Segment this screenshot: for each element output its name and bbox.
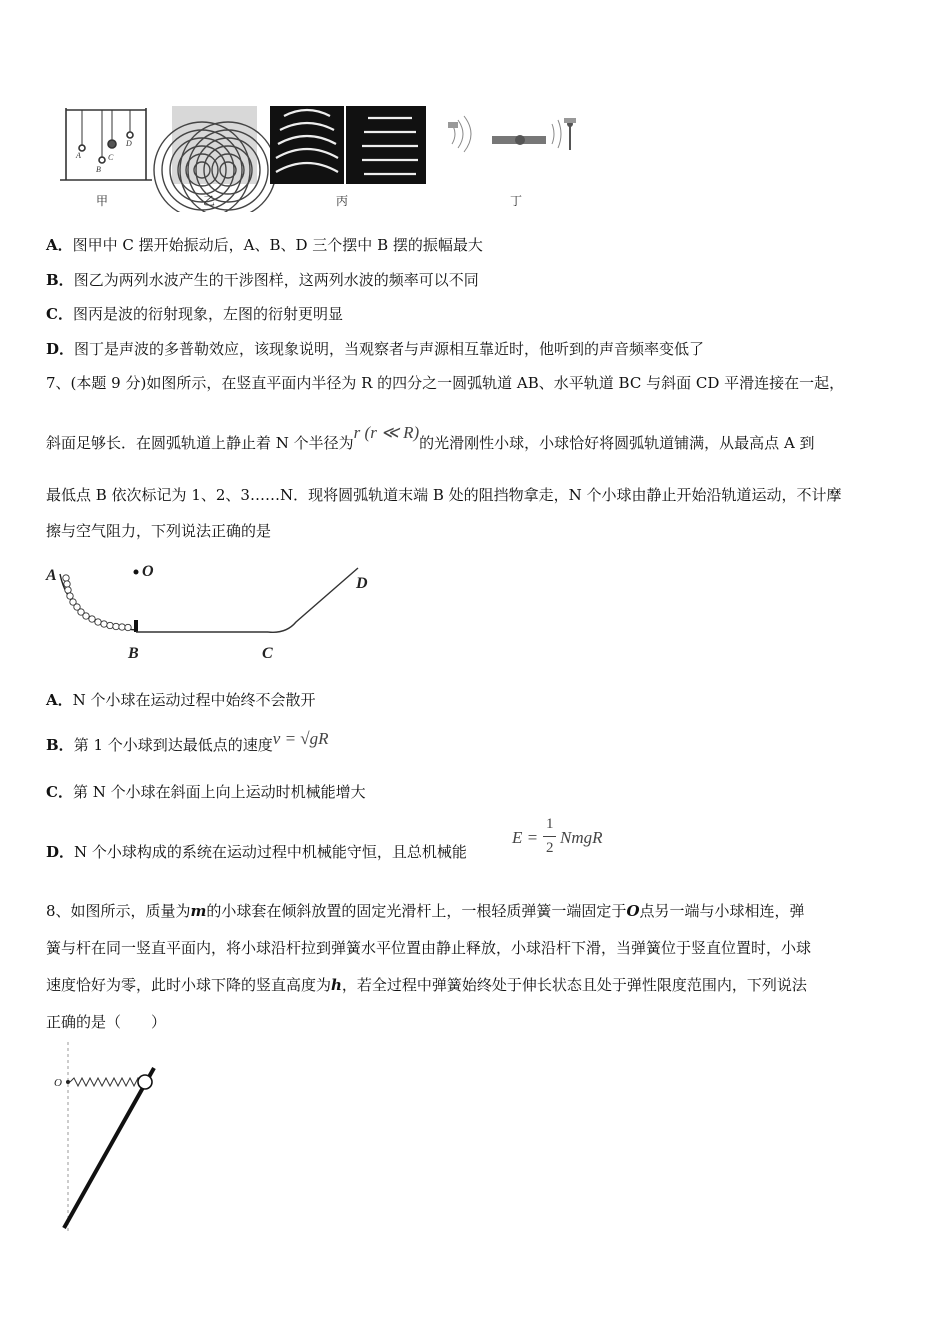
rod: [64, 1068, 154, 1228]
q6-option-b: [46, 270, 479, 290]
q6-option-d: [46, 339, 704, 359]
q8-stem-text: ，若全过程中弹簧始终处于伸长状态且处于弹性限度范围内，下列说法: [341, 976, 807, 994]
label-b: B: [128, 645, 139, 662]
option-key: A．: [46, 236, 73, 254]
ball: [138, 1075, 152, 1089]
label-c: C: [262, 645, 273, 662]
label-d: D: [356, 575, 368, 592]
option-text: 图乙为两列水波产生的干涉图样，这两列水波的频率可以不同: [73, 271, 479, 289]
q7-option-c: [46, 782, 366, 802]
q8-stem-line2: 簧与杆在同一竖直平面内，将小球沿杆拉到弹簧水平位置由静止释放，小球沿杆下滑，当弹簧位于竖直位置时，小球: [46, 939, 812, 957]
option-text: N 个小球在运动过程中始终不会散开: [72, 691, 316, 709]
label-o: O: [142, 563, 154, 580]
option-key: B．: [46, 271, 74, 289]
pendulum-figure: [60, 108, 152, 180]
pendulum-label-b: B: [96, 165, 101, 174]
option-text: 图丙是波的衍射现象，左图的衍射更明显: [72, 305, 343, 323]
pendulum-label-c: C: [108, 153, 114, 162]
balls-on-arc: [63, 575, 131, 631]
figure-label-bing: 丙: [336, 194, 349, 208]
label-o: O: [54, 1077, 62, 1089]
q7-radius-formula: r (r ≪ R): [353, 423, 420, 442]
option-key: D．: [46, 843, 75, 861]
q8-stem-text: 的小球套在倾斜放置的固定光滑杆上，一根轻质弹簧一端固定于: [206, 902, 627, 920]
doppler-figure: [448, 116, 576, 152]
figure-label-yi: 乙: [203, 194, 216, 208]
figure-label-jia: 甲: [96, 194, 109, 208]
option-text: 第 N 个小球在斜面上向上运动时机械能增大: [72, 783, 366, 801]
q7-track-figure: [40, 556, 390, 668]
option-key: A．: [46, 691, 73, 709]
option-key: C．: [46, 305, 73, 323]
q6-option-a: [46, 235, 483, 255]
option-key: D．: [46, 340, 75, 358]
q7-option-a: [46, 690, 316, 710]
q8-stem-text: 点另一端与小球相连，弹: [639, 902, 805, 920]
diffraction-figure: [270, 106, 426, 184]
q8-stem-line3: [46, 975, 807, 995]
pendulum-label-a: A: [76, 151, 81, 160]
q8-stem-text: 8、如图所示，质量为: [46, 902, 191, 920]
q8-spring-rod-figure: [46, 1042, 176, 1238]
q8-symbol-m: m: [190, 902, 207, 920]
figure-label-ding: 丁: [510, 194, 523, 208]
energy-formula: [512, 818, 622, 862]
option-text: N 个小球构成的系统在运动过程中机械能守恒，且总机械能: [74, 843, 467, 861]
fraction-denominator: 2: [546, 840, 554, 856]
formula-lhs: E =: [512, 828, 539, 847]
option-key: B．: [46, 736, 74, 754]
stopper: [134, 620, 138, 632]
q7-stem-line1: 7、(本题 9 分)如图所示，在竖直平面内半径为 R 的四分之一圆弧轨道 AB、水平轨道 BC 与斜面 CD 平滑连接在一起，: [46, 374, 845, 392]
fraction-numerator: 1: [546, 816, 554, 832]
spring: [70, 1078, 146, 1086]
option-text: 图甲中 C 摆开始振动后，A、B、D 三个摆中 B 摆的振幅最大: [72, 236, 483, 254]
q7-option-b: [46, 729, 329, 755]
label-a: A: [46, 567, 57, 584]
option-text: 图丁是声波的多普勒效应，该现象说明，当观察者与声源相互靠近时，他听到的声音频率变低了: [74, 340, 705, 358]
q8-symbol-h: h: [331, 976, 342, 994]
q7-stem-line2: [46, 423, 815, 453]
q8-stem-line4: 正确的是（ ）: [46, 1013, 167, 1031]
q7-stem-text: 的光滑刚性小球，小球恰好将圆弧轨道铺满，从最高点 A 到: [419, 434, 815, 452]
q8-stem-text: 速度恰好为零，此时小球下降的竖直高度为: [46, 976, 332, 994]
velocity-formula: v = √gR: [272, 729, 329, 748]
q7-stem-text: 斜面足够长．在圆弧轨道上静止着 N 个半径为: [46, 434, 354, 452]
pendulum-label-d: D: [126, 139, 132, 148]
q7-stem-line3: 最低点 B 依次标记为 1、2、3……N．现将圆弧轨道末端 B 处的阻挡物拿走，N 个小球由静止开始沿轨道运动，不计摩: [46, 486, 842, 504]
q7-option-d: [46, 842, 467, 862]
q8-stem-line1: [46, 901, 805, 921]
center-point: [134, 570, 139, 575]
formula-rhs: NmgR: [560, 828, 603, 847]
q6-option-c: [46, 304, 343, 324]
option-key: C．: [46, 783, 73, 801]
q7-stem-line4: 擦与空气阻力，下列说法正确的是: [46, 522, 272, 540]
option-text: 第 1 个小球到达最低点的速度: [73, 736, 273, 754]
q8-symbol-o: O: [626, 902, 640, 920]
